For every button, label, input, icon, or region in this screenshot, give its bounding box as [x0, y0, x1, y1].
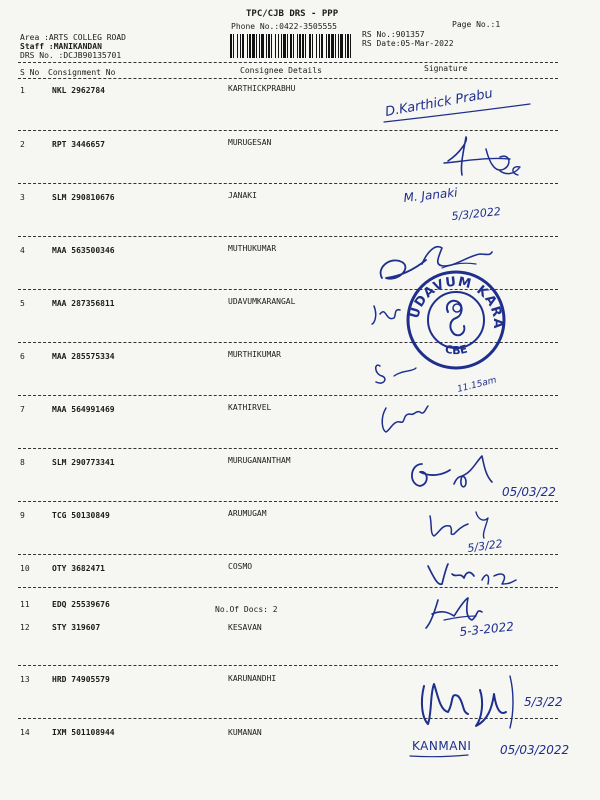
- row-divider: [18, 236, 558, 237]
- barcode-bar: [326, 34, 327, 58]
- row-consignment-no: STY 319607: [52, 623, 101, 632]
- barcode-bar: [299, 34, 301, 58]
- row-consignee: JANAKI: [228, 191, 257, 200]
- row-consignee: MURTHIKUMAR: [228, 350, 281, 359]
- signature-row-1: [380, 84, 540, 126]
- barcode-bar: [287, 34, 288, 58]
- row-sno: 8: [20, 458, 25, 467]
- barcode-bar: [328, 34, 330, 58]
- row-consignment-no: MAA 563500346: [52, 246, 115, 255]
- rs-number: RS No.:901357: [362, 30, 425, 39]
- barcode-bar: [345, 34, 346, 58]
- row-consignment-no: TCG 50130849: [52, 511, 110, 520]
- phone-number: Phone No.:0422-3505555: [231, 22, 337, 31]
- stamp-text-bottom: CBE: [443, 342, 469, 358]
- row-consignee: COSMO: [228, 562, 253, 571]
- row-divider: [18, 130, 558, 131]
- row-consignment-no: IXM 501108944: [52, 728, 115, 737]
- barcode-bar: [242, 34, 244, 58]
- signature-row-9: [424, 504, 534, 554]
- signature-row-14: [406, 730, 596, 764]
- signature-date: 5/3/2022: [450, 204, 502, 223]
- row-sno: 4: [20, 246, 25, 255]
- barcode-bar: [249, 34, 251, 58]
- staff-label: Staff :MANIKANDAN: [20, 42, 102, 51]
- area-label: Area :ARTS COLLEG ROAD: [20, 33, 126, 42]
- barcode-bar: [275, 34, 276, 58]
- header-divider: [18, 78, 558, 79]
- column-header-sno: S No: [20, 68, 40, 77]
- barcode-bar: [309, 34, 311, 58]
- barcode-bar: [266, 34, 267, 58]
- row-sno: 14: [20, 728, 30, 737]
- row-sno: 11: [20, 600, 30, 609]
- row-sno: 2: [20, 140, 25, 149]
- row-sno: 3: [20, 193, 25, 202]
- barcode-bar: [230, 34, 232, 58]
- row-consignment-no: SLM 290810676: [52, 193, 115, 202]
- barcode-bar: [271, 34, 272, 58]
- barcode-bar: [331, 34, 334, 58]
- barcode-bar: [261, 34, 264, 58]
- barcode-bar: [297, 34, 298, 58]
- sheet-title: TPC/CJB DRS - PPP: [246, 9, 339, 19]
- row-consignee: KARTHICKPRABHU: [228, 84, 296, 93]
- row-sno: 10: [20, 564, 30, 573]
- signature-date: 5-3-2022: [458, 619, 515, 639]
- barcode-bar: [321, 34, 323, 58]
- row-divider: [18, 448, 558, 449]
- barcode-bar: [347, 34, 349, 58]
- column-header-consignee: Consignee Details: [240, 66, 322, 75]
- stamp-text-top: UDAVUM KARANGAL: [398, 257, 506, 330]
- signature-row-7: [376, 404, 436, 438]
- row-consignment-no: NKL 2962784: [52, 86, 105, 95]
- row-consignment-no: EDQ 25539676: [52, 600, 110, 609]
- signature-row-13: [410, 672, 590, 734]
- signature-row-2: [440, 135, 530, 181]
- barcode-bar: [338, 34, 339, 58]
- row-consignee: MURUGANANTHAM: [228, 456, 291, 465]
- row-consignee: KUMANAN: [228, 728, 262, 737]
- row-consignee: UDAVUMKARANGAL: [228, 297, 296, 306]
- barcode-bar: [319, 34, 320, 58]
- row-sno: 12: [20, 623, 30, 632]
- barcode-bar: [293, 34, 294, 58]
- row-consignee: ARUMUGAM: [228, 509, 267, 518]
- barcode-bar: [259, 34, 260, 58]
- row-consignment-no: OTY 3682471: [52, 564, 105, 573]
- signature-text: M. Janaki: [402, 185, 459, 205]
- signature-date: 05/03/22: [502, 485, 556, 499]
- barcode-bar: [247, 34, 248, 58]
- row-divider: [18, 183, 558, 184]
- row-sno: 13: [20, 675, 30, 684]
- barcode-bar: [237, 34, 238, 58]
- row-consignment-no: SLM 290773341: [52, 458, 115, 467]
- row-consignee: KATHIRVEL: [228, 403, 272, 412]
- barcode-bar: [312, 34, 313, 58]
- signature-time: 11.15am: [456, 375, 498, 395]
- row-sno: 5: [20, 299, 25, 308]
- barcode-bar: [350, 34, 351, 58]
- row-consignee: MUTHUKUMAR: [228, 244, 277, 253]
- row-consignee: KARUNANDHI: [228, 674, 277, 683]
- barcode-bar: [283, 34, 286, 58]
- signature-date: 05/03/2022: [500, 743, 570, 757]
- row-consignment-no: MAA 285575334: [52, 352, 115, 361]
- svg-text:CBE: [444, 342, 469, 357]
- signature-name: KANMANI: [412, 739, 472, 753]
- signature-row-10: [424, 558, 524, 592]
- barcode-bar: [256, 34, 257, 58]
- barcode-image: [229, 34, 355, 58]
- row-divider: [18, 665, 558, 666]
- barcode-bar: [278, 34, 279, 58]
- drs-number: DRS No. :DCJB90135701: [20, 51, 122, 60]
- row-sno: 1: [20, 86, 25, 95]
- row-consignment-no: RPT 3446657: [52, 140, 105, 149]
- barcode-bar: [335, 34, 336, 58]
- row-consignee: MURUGESAN: [228, 138, 272, 147]
- signature-row-6: [372, 356, 498, 396]
- row-consignee: KESAVAN: [228, 623, 262, 632]
- signature-row-3: [400, 186, 520, 226]
- rs-date: RS Date:05-Mar-2022: [362, 39, 454, 48]
- barcode-bar: [281, 34, 282, 58]
- column-header-consignment: Consignment No: [48, 68, 116, 77]
- docs-count: No.Of Docs: 2: [215, 605, 278, 614]
- header-divider: [18, 62, 558, 63]
- signature-row-5: [370, 300, 410, 330]
- barcode-bar: [268, 34, 270, 58]
- row-consignment-no: MAA 287356811: [52, 299, 115, 308]
- row-consignment-no: MAA 564991469: [52, 405, 115, 414]
- barcode-bar: [302, 34, 304, 58]
- page-number: Page No.:1: [452, 20, 501, 29]
- signature-date: 5/3/22: [524, 695, 563, 709]
- signature-row-12: [424, 594, 564, 640]
- row-sno: 7: [20, 405, 25, 414]
- barcode-bar: [290, 34, 292, 58]
- signature-row-8: [402, 454, 582, 502]
- column-header-signature: Signature: [424, 64, 468, 73]
- signature-date: 5/3/22: [466, 537, 504, 555]
- row-divider: [18, 554, 558, 555]
- barcode-bar: [252, 34, 255, 58]
- barcode-bar: [240, 34, 241, 58]
- signature-text: D.Karthick Prabu: [384, 86, 494, 120]
- row-sno: 9: [20, 511, 25, 520]
- row-sno: 6: [20, 352, 25, 361]
- row-consignment-no: HRD 74905579: [52, 675, 110, 684]
- barcode-bar: [316, 34, 317, 58]
- barcode-bar: [305, 34, 306, 58]
- barcode-bar: [233, 34, 234, 58]
- barcode-bar: [340, 34, 343, 58]
